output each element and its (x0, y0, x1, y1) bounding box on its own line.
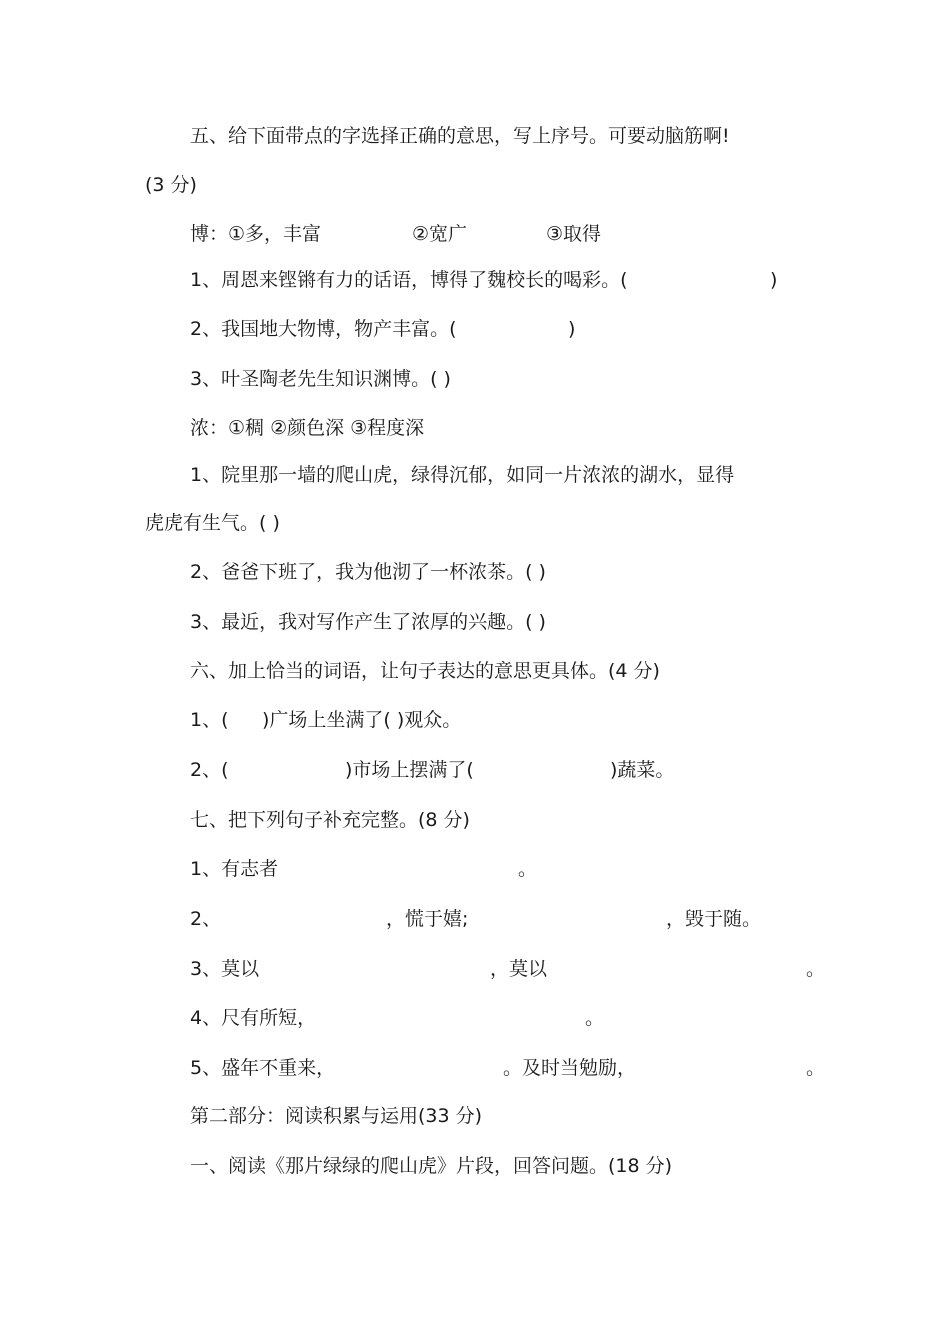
s7-question-1-start: 1、有志者 (190, 858, 279, 880)
s7-question-4-end: 。 (585, 1007, 605, 1029)
bo-definition-1: 博：①多，丰富 (190, 223, 322, 245)
nong-question-2: 2、爸爸下班了，我为他沏了一杯浓茶。( ) (190, 561, 546, 583)
s7-question-5-start: 5、盛年不重来， (190, 1057, 336, 1079)
part2-title: 第二部分：阅读积累与运用(33 分) (190, 1105, 483, 1127)
s7-question-3-end: 。 (806, 958, 826, 980)
nong-question-1-line1: 1、院里那一墙的爬山虎，绿得沉郁，如同一片浓浓的湖水，显得 (190, 464, 735, 486)
bo-question-1: 1、周恩来铿锵有力的话语，博得了魏校长的喝彩。( (190, 269, 628, 291)
section7-title: 七、把下列句子补充完整。(8 分) (190, 809, 470, 831)
s7-question-5-end: 。 (806, 1057, 826, 1079)
s6-question-2-start: 2、( (190, 759, 229, 781)
s7-question-4-start: 4、尺有所短， (190, 1007, 317, 1029)
bo-question-2-close: ) (568, 318, 576, 340)
section6-title: 六、加上恰当的词语，让句子表达的意思更具体。(4 分) (190, 660, 660, 682)
nong-question-3: 3、最近，我对写作产生了浓厚的兴趣。( ) (190, 611, 546, 633)
section5-title-line1: 五、给下面带点的字选择正确的意思，写上序号。可要动脑筋啊! (190, 125, 730, 147)
s6-question-2-end: )蔬菜。 (610, 759, 675, 781)
s7-question-2-start: 2、 (190, 908, 222, 930)
bo-question-2: 2、我国地大物博，物产丰富。( (190, 318, 457, 340)
s7-question-1-end: 。 (518, 858, 538, 880)
bo-question-3: 3、叶圣陶老先生知识渊博。( ) (190, 368, 451, 390)
s7-question-2-end: ，毁于随。 (666, 908, 762, 930)
part2-question-1: 一、阅读《那片绿绿的爬山虎》片段，回答问题。(18 分) (190, 1155, 673, 1177)
s7-question-3-start: 3、莫以 (190, 958, 260, 980)
s6-question-2-mid: )市场上摆满了( (345, 759, 474, 781)
s7-question-2-mid: ，慌于嬉; (386, 908, 469, 930)
nong-question-1-line2: 虎虎有生气。( ) (145, 512, 280, 534)
section5-title-line2: (3 分) (145, 174, 197, 196)
nong-definitions: 浓：①稠 ②颜色深 ③程度深 (190, 417, 425, 439)
s7-question-5-mid: 。及时当勉励， (503, 1057, 637, 1079)
s6-question-1-start: 1、( (190, 709, 229, 731)
bo-question-1-close: ) (770, 269, 778, 291)
bo-definition-3: ③取得 (546, 223, 602, 245)
s6-question-1-rest: )广场上坐满了( )观众。 (262, 709, 462, 731)
bo-definition-2: ②宽广 (412, 223, 468, 245)
s7-question-3-mid: ，莫以 (490, 958, 548, 980)
